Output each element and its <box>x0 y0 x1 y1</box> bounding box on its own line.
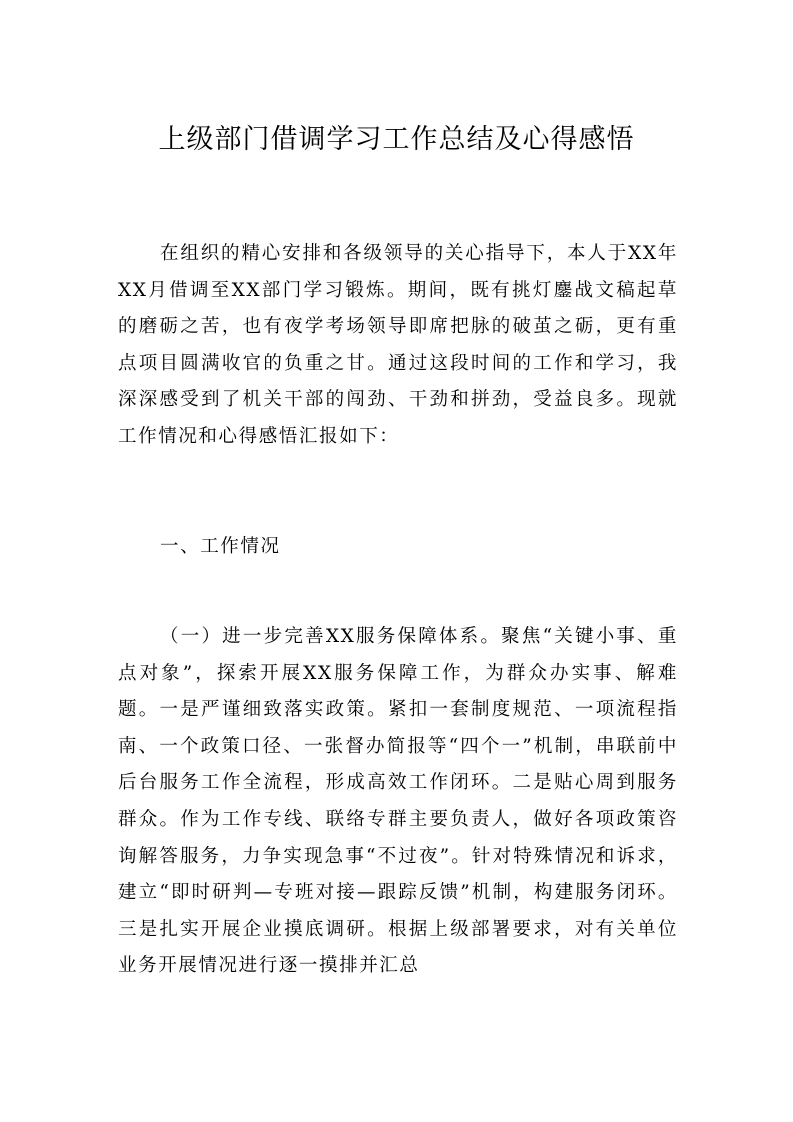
intro-paragraph: 在组织的精心安排和各级领导的关心指导下，本人于XX年XX月借调至XX部门学习锻炼。期间，既有挑灯鏖战文稿起草的磨砺之苦，也有夜学考场领导即席把脉的破茧之砺，更有重点项目圆满收官的负重之甘。通过这段时间的工作和学习，我深深感受到了机关干部的闯劲、干劲和拼劲，受益良多。现就工作情况和心得感悟汇报如下： <box>118 243 678 447</box>
section-heading: 一、工作情况 <box>160 536 281 557</box>
document-title: 上级部门借调学习工作总结及心得感悟 <box>158 124 635 155</box>
body-paragraph: （一）进一步完善XX服务保障体系。聚焦“关键小事、重点对象”，探索开展XX服务保障工作，为群众办实事、解难题。一是严谨细致落实政策。紧扣一套制度规范、一项流程指南、一个政策口径、一张督办简报等“四个一”机制，串联前中后台服务工作全流程，形成高效工作闭环。二是贴心周到服务群众。作为工作专线、联络专群主要负责人，做好各项政策咨询解答服务，力争实现急事“不过夜”。针对特殊情况和诉求，建立“即时研判—专班对接—跟踪反馈”机制，构建服务闭环。三是扎实开展企业摸底调研。根据上级部署要求，对有关单位业务开展情况进行逐一摸排并汇总 <box>118 626 678 977</box>
